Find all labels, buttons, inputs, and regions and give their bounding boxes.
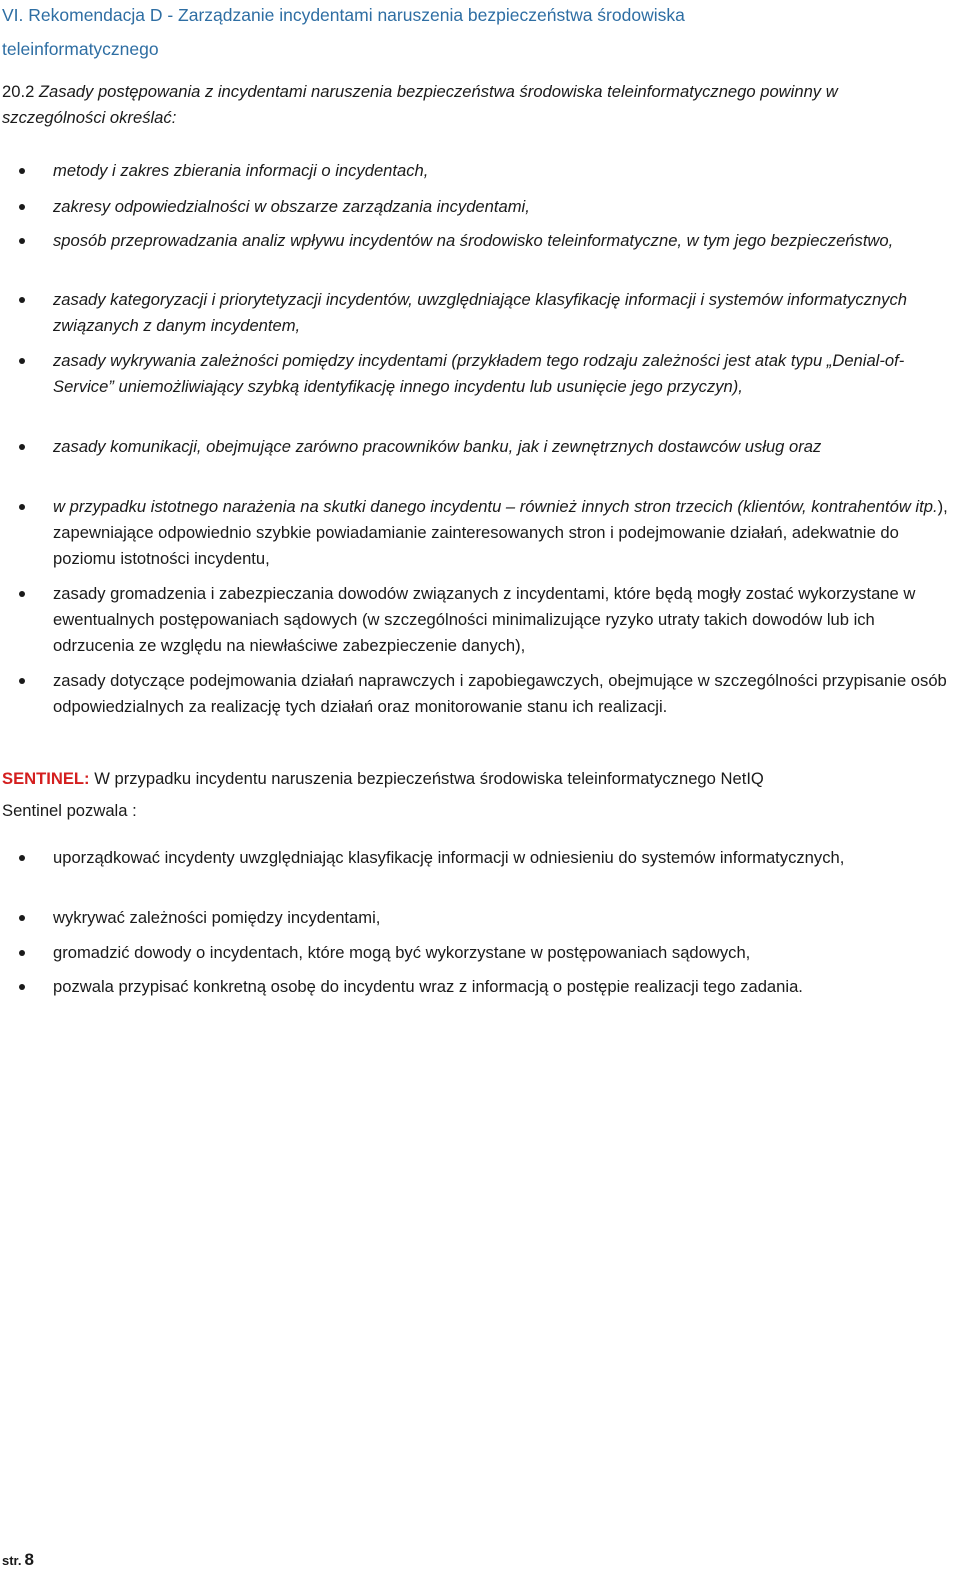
- section-heading: [2, 0, 942, 66]
- sentinel-line-2: Sentinel pozwala :: [2, 801, 137, 820]
- bullet-icon: [19, 297, 25, 303]
- list-item-text: [53, 581, 955, 659]
- bullet-icon: [19, 855, 25, 861]
- list-item: [0, 348, 955, 400]
- bullet-icon: [19, 204, 25, 210]
- page-footer: [2, 1550, 34, 1570]
- list-item-text: wykrywać zależności pomiędzy incydentami,: [53, 908, 381, 927]
- list-item: [0, 581, 955, 659]
- list-item: [0, 845, 955, 871]
- list-item-text-upright: zasady dotyczące podejmowania działań naprawczych i zapobiegawczych, obejmujące w szczególności przypisanie osób odpowiedzialnych za realizację tych działań oraz monitorowanie stanu ich realizacji.: [53, 671, 947, 716]
- bullet-icon: [19, 358, 25, 364]
- bullet-icon: [19, 168, 25, 174]
- page-number: 8: [24, 1550, 34, 1569]
- list-item: [0, 905, 955, 931]
- list-item: [0, 228, 955, 254]
- list-item: [0, 974, 955, 1000]
- list-item: [0, 194, 955, 220]
- list-item-text: pozwala przypisać konkretną osobę do incydentu wraz z informacją o postępie realizacji tego zadania.: [53, 977, 803, 996]
- list-item-text: zasady komunikacji, obejmujące zarówno pracowników banku, jak i zewnętrznych dostawców usług oraz: [53, 437, 822, 456]
- list-item-text: zakresy odpowiedzialności w obszarze zarządzania incydentami,: [53, 197, 530, 216]
- list-item-text: [53, 668, 955, 720]
- bullet-icon: [19, 915, 25, 921]
- list-item: [0, 940, 955, 966]
- list-item: [0, 287, 955, 339]
- bullet-icon: [19, 504, 25, 510]
- list-item-text: [53, 494, 955, 572]
- bullet-icon: [19, 444, 25, 450]
- bullet-icon: [19, 984, 25, 990]
- bullet-icon: [19, 591, 25, 597]
- list-item-text-italic: w przypadku istotnego narażenia na skutki danego incydentu – również innych stron trzecich (klientów, kontrahentów itp.: [53, 497, 938, 516]
- list-item: [0, 434, 955, 460]
- clause-number: 20.2: [2, 82, 35, 101]
- list-item: [0, 494, 955, 572]
- heading-line-1: VI. Rekomendacja D - Zarządzanie incydentami naruszenia bezpieczeństwa środowiska: [2, 5, 685, 25]
- sentinel-paragraph: [2, 763, 942, 827]
- list-item-text: zasady wykrywania zależności pomiędzy incydentami (przykładem tego rodzaju zależności jest atak typu „Denial-of-Service” uniemożliwiający szybką identyfikację innego incydentu lub usunięcie jego przyczyn),: [53, 351, 905, 396]
- list-item-text-upright: zasady gromadzenia i zabezpieczania dowodów związanych z incydentami, które będą mogły zostać wykorzystane w ewentualnych postępowaniach sądowych (w szczególności minimalizujące ryzyko utraty takich dowodów lub ich odrzucenia ze względu na niewłaściwe zabezpieczenie danych),: [53, 584, 916, 655]
- bullet-icon: [19, 238, 25, 244]
- list-item-text: metody i zakres zbierania informacji o incydentach,: [53, 161, 429, 180]
- bullet-icon: [19, 678, 25, 684]
- list-item-text: uporządkować incydenty uwzględniając klasyfikację informacji w odniesieniu do systemów informatycznych,: [53, 848, 845, 867]
- intro-text: Zasady postępowania z incydentami naruszenia bezpieczeństwa środowiska teleinformatycznego powinny w szczególności określać:: [2, 82, 838, 127]
- list-item-text-upright: ), zapewniające odpowiednio szybkie powiadamianie zainteresowanych stron i podejmowanie działań, adekwatnie do poziomu istotności incydentu,: [53, 497, 948, 568]
- list-item-text: zasady kategoryzacji i priorytetyzacji incydentów, uwzględniające klasyfikację informacji i systemów informatycznych związanych z danym incydentem,: [53, 290, 907, 335]
- heading-line-2: teleinformatycznego: [2, 39, 159, 59]
- list-item-text: sposób przeprowadzania analiz wpływu incydentów na środowisko teleinformatyczne, w tym jego bezpieczeństwo,: [53, 231, 894, 250]
- sentinel-line-1: W przypadku incydentu naruszenia bezpieczeństwa środowiska teleinformatycznego NetIQ: [94, 769, 764, 788]
- sentinel-label: SENTINEL:: [2, 769, 90, 788]
- list-item: [0, 158, 955, 184]
- bullet-icon: [19, 950, 25, 956]
- page-number-prefix: str.: [2, 1553, 22, 1568]
- list-item: [0, 668, 955, 720]
- intro-paragraph: [2, 79, 932, 131]
- list-item-text: gromadzić dowody o incydentach, które mogą być wykorzystane w postępowaniach sądowych,: [53, 943, 751, 962]
